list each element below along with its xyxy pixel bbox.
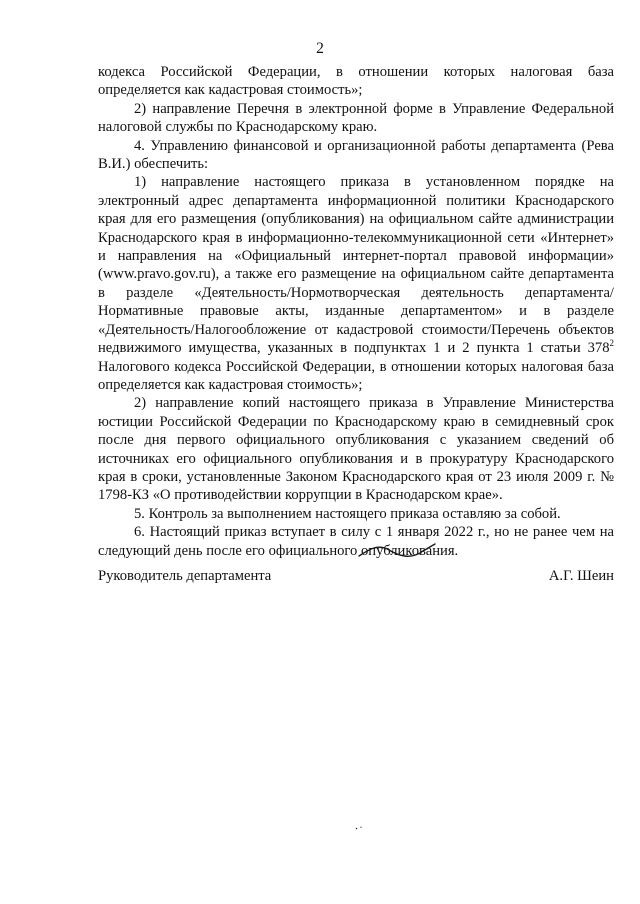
paragraph-text: 4. Управлению финансовой и организационной работы департамента (Рева В.И.) обеспечить: (98, 137, 614, 173)
paragraph-text-tail: кования. (405, 542, 459, 559)
signature-block (98, 568, 614, 585)
paragraph-text: 1) направление настоящего приказа в установленном порядке на электронный адрес департамента информационной политики Краснодарского края для его размещения (опубликования) на официальном сайте администрации Краснодарского края в информационно-телекоммуникационной сети «Интернет» и направления на «Официальный интернет-портал правовой информации» (www.pravo.gov.ru), а также его размещение на официальном сайте департамента в разделе «Деятельность/Нормотворческая деятельность департамента/Нормативные правовые акты, изданные департаментом» и в разделе «Деятельность/Налогообложение от кадастровой стоимости/Перечень объектов недвижимого имущества, указанных в подпунктах 1 и 2 пункта 1 статьи 378 (98, 174, 614, 357)
paragraph-item-5 (98, 505, 614, 523)
paragraph-continuation (98, 63, 614, 100)
document-body (98, 63, 614, 560)
paragraph-text: 6. Настоящий приказ вступает в силу с 1 января 2022 г., но не ранее чем на следующий день после его официального (98, 524, 614, 559)
paragraph-text: кодекса Российской Федерации, в отношении которых налоговая база определяется как кадастровая стоимость»; (98, 64, 614, 99)
paragraph-text: 2) направление Перечня в электронной форме в Управление Федеральной налоговой службы по Краснодарскому краю. (98, 100, 614, 136)
paragraph-item-4-1 (98, 173, 614, 394)
paragraph-item-4 (98, 137, 614, 174)
paragraph-item-2-perechen (98, 100, 614, 137)
signatory-name: А.Г. Шеин (548, 568, 614, 584)
paragraph-item-6 (98, 523, 614, 560)
paragraph-text-tail: Налогового кодекса Российской Федерации, в отношении которых налоговая база определяется как кадастровая стоимость»; (98, 358, 614, 393)
signatory-position: Руководитель департамента (98, 568, 272, 584)
paragraph-text: 5. Контроль за выполнением настоящего приказа оставляю за собой. (134, 505, 561, 522)
struck-text: опубли (361, 542, 406, 559)
handwritten-strikethrough (361, 543, 405, 559)
page-number: 2 (316, 40, 324, 57)
strikethrough-mark (357, 540, 439, 564)
paragraph-item-4-2 (98, 394, 614, 504)
scan-speck (355, 826, 363, 830)
paragraph-text: 2) направление копий настоящего приказа в Управление Министерства юстиции Российской Федерации по Краснодарскому краю в семидневный срок после дня первого официального опубликования с указанием сведений об источниках его официального опубликования и в прокуратуру Краснодарского края в сроки, установленные Законом Краснодарского края от 23 июля 2009 г. № 1798-КЗ «О противодействии коррупции в Краснодарском крае». (98, 395, 614, 504)
superscript: 2 (609, 338, 614, 349)
